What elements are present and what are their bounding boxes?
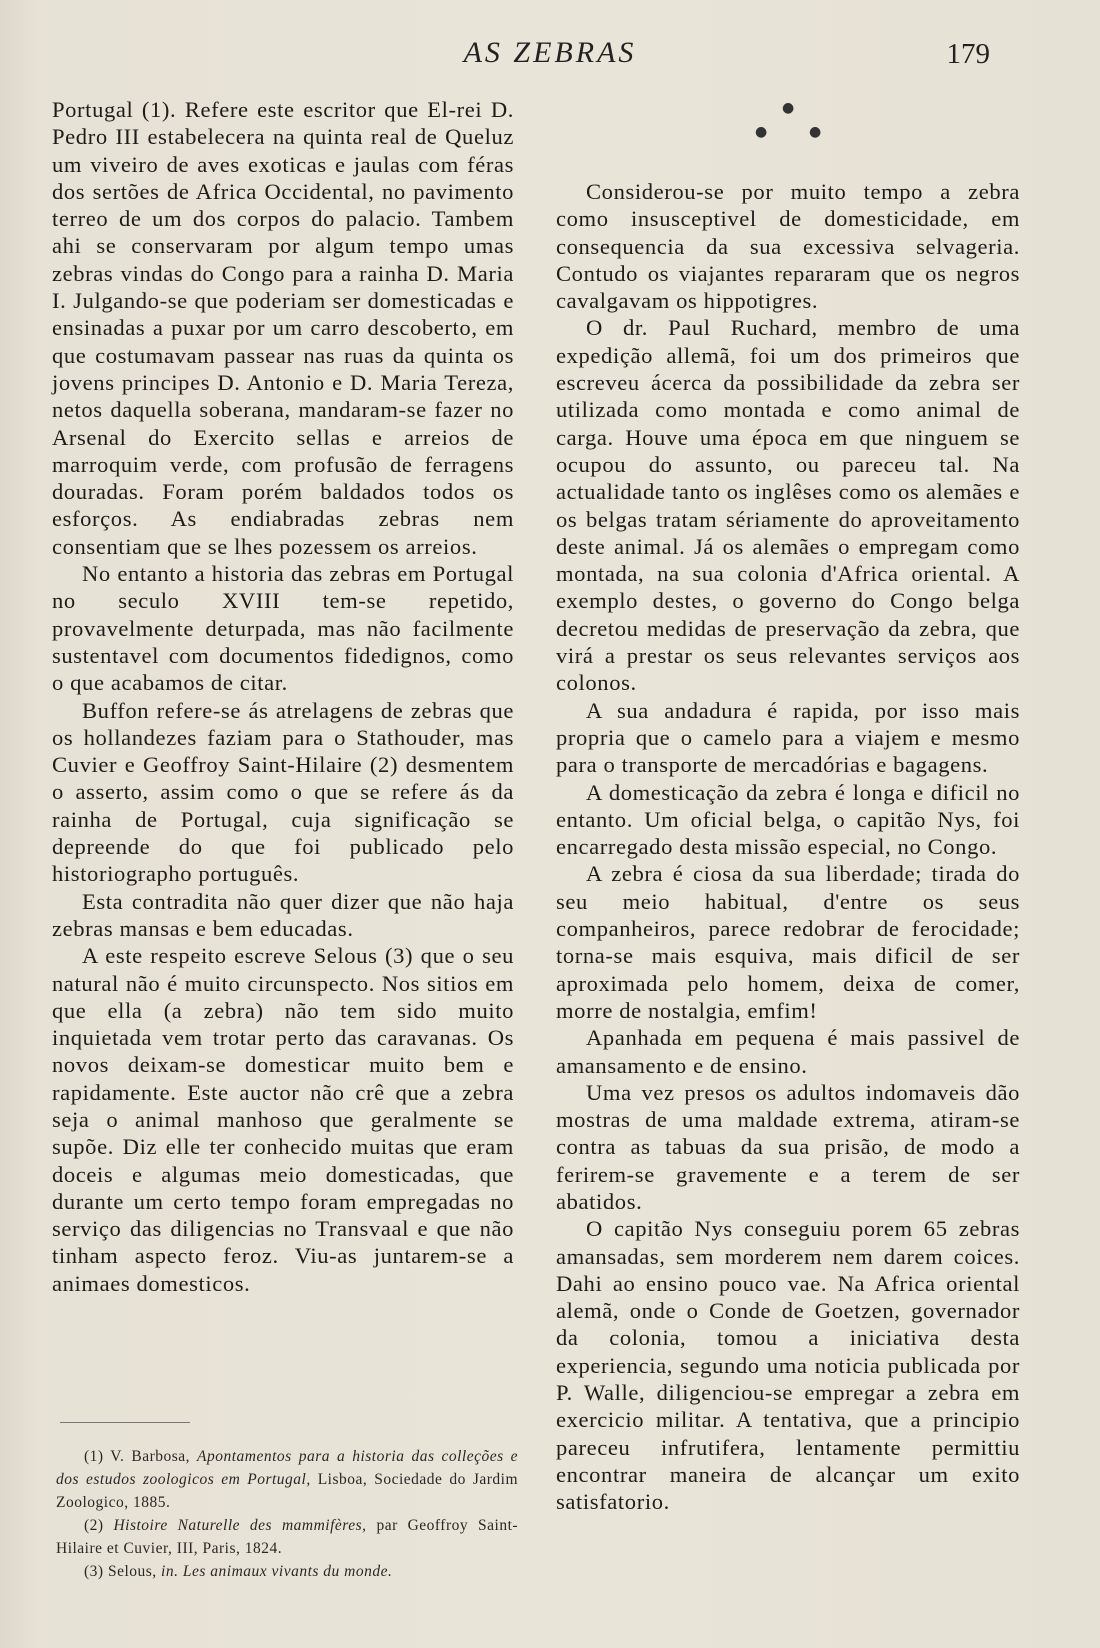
paragraph: O dr. Paul Ruchard, membro de uma expedição allemã, foi um dos primeiros que escreveu ácerca da possibilidade da zebra ser utilizada como montada e como animal de carga. Houve uma época em que ninguem se ocupou do assunto, ou pareceu tal. Na actualidade tanto os inglêses como os alemães e os belgas tratam sériamente do aproveitamento deste animal. Já os alemães o empregam como montada, na sua colonia d'Africa oriental. A exemplo destes, o governo do Congo belga decretou medidas de preservação da zebra, que virá a prestar os seus relevantes serviços aos colonos. [556,315,1020,696]
footnote-title: Apontamentos para a historia das colleções e dos estudos zoologicos em Portugal, [56,1448,518,1488]
paragraph: O capitão Nys conseguiu porem 65 zebras amansadas, sem morderem nem darem coices. Dahi ao ensino pouco vae. Na Africa oriental alemã, onde o Conde de Goetzen, governador da colonia, tomou a iniciativa desta experiencia, segundo uma noticia publicada por P. Walle, diligenciou-se empregar a zebra em exercicio militar. A tentativa, que a principio pareceu infrutifera, lentamente permittiu encontrar maneira de alcançar um exito satisfatorio. [556,1216,1020,1515]
footnotes [56,1445,518,1583]
section-break-asterism: ● ● ● [755,100,822,140]
footnote-rest: par Geoffroy Saint-Hilaire et Cuvier, III, Paris, 1824. [56,1517,519,1557]
paragraph: Apanhada em pequena é mais passivel de amansamento e de ensino. [556,1025,1020,1078]
footnote [56,1445,518,1514]
paragraph: Uma vez presos os adultos indomaveis dão mostras de uma maldade extrema, atiram-se contra as tabuas da sua prisão, de modo a ferirem-se gravemente e a terem de ser abatidos. [556,1079,1020,1214]
paragraph: Esta contradita não quer dizer que não haja zebras mansas e bem educadas. [52,888,514,941]
footnote-title: Histoire Naturelle des mammifères, [113,1517,367,1534]
paragraph: Portugal (1). Refere este escritor que El-rei D. Pedro III estabelecera na quinta real de Queluz um viveiro de aves exoticas e jaulas com féras dos sertões de Africa Occidental, no pavimento terreo de um dos corpos do palacio. Tambem ahi se conservaram por algum tempo umas zebras vindas do Congo para a rainha D. Maria I. Julgando-se que poderiam ser domesticadas e ensinadas a puxar por um carro descoberto, em que costumavam passear nas ruas da quinta os jovens principes D. Antonio e D. Maria Tereza, netos daquella soberana, mandaram-se fazer no Arsenal do Exercito sellas e arreios de marroquim verde, com profusão de ferragens douradas. Foram porém baldados todos os esforços. As endiabradas zebras nem consentiam que se lhes pozessem os arreios. [52,97,514,559]
paragraph: A zebra é ciosa da sua liberdade; tirada do seu meio habitual, d'entre os seus companheiros, parece redobrar de ferocidade; torna-se mais esquiva, mais dificil de ser aproximada pelo homem, deixa de comer, morre de nostalgia, emfim! [556,861,1020,1023]
left-column [52,96,514,1297]
running-title: AS ZEBRAS [463,36,637,69]
footnote-mark: (2) [84,1517,104,1534]
paragraph: No entanto a historia das zebras em Portugal no seculo XVIII tem-se repetido, provavelmente deturpada, mas não facilmente sustentavel com documentos fidedignos, como o que acabamos de citar. [52,561,514,696]
footnote-title: in. Les animaux vivants du monde. [161,1563,393,1580]
footnote-rest: Lisboa, Sociedade do Jardim Zoologico, 1885. [56,1471,519,1511]
paragraph: A este respeito escreve Selous (3) que o seu natural não é muito circunspecto. Nos sitios em que ella (a zebra) não tem sido muito inquietada vem trotar perto das caravanas. Os novos deixam-se domesticar muito bem e rapidamente. Este auctor não crê que a zebra seja o animal manhoso que geralmente se supõe. Diz elle ter conhecido muitas que eram doceis e algumas meio domesticadas, que durante um certo tempo foram empregadas no serviço das diligencias no Transvaal e que não tinham aspecto feroz. Viu-as juntarem-se a animaes domesticos. [52,943,514,1296]
paragraph: A sua andadura é rapida, por isso mais propria que o camelo para a viajem e mesmo para o transporte de mercadórias e bagagens. [556,697,1020,778]
footnote-rule [60,1422,190,1423]
footnote-author: Selous, [107,1563,157,1580]
paragraph: Considerou-se por muito tempo a zebra como insusceptivel de domesticidade, em consequencia da sua excessiva selvageria. Contudo os viajantes repararam que os negros cavalgavam os hippotigres. [556,179,1020,314]
right-column [556,178,1020,1516]
footnote [56,1560,518,1583]
footnote-author: V. Barbosa, [110,1448,191,1465]
page-number: 179 [946,38,990,70]
paragraph: Buffon refere-se ás atrelagens de zebras que os hollandezes faziam para o Stathouder, mas Cuvier e Geoffroy Saint-Hilaire (2) desmentem o asserto, assim como o que se refere ás da rainha de Portugal, cuja significação se depreende do que foi publicado pelo historiographo português. [52,697,514,887]
footnote-mark: (1) [84,1448,104,1465]
paragraph: A domesticação da zebra é longa e dificil no entanto. Um oficial belga, o capitão Nys, foi encarregado desta missão especial, no Congo. [556,779,1020,860]
footnote-mark: (3) [84,1563,104,1580]
footnote [56,1514,518,1560]
